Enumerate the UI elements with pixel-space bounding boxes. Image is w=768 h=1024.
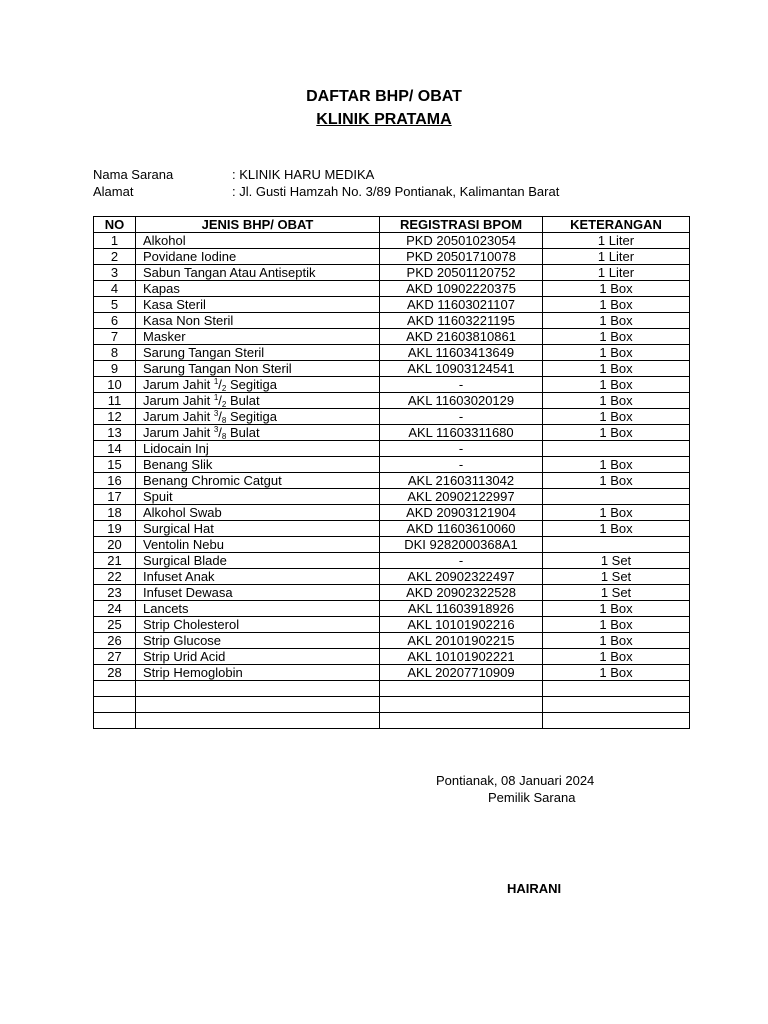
cell-no: 7 [94, 329, 136, 345]
cell-jenis: Kasa Steril [136, 297, 380, 313]
cell-no: 17 [94, 489, 136, 505]
cell-registrasi: PKD 20501023054 [380, 233, 543, 249]
fraction-denominator: 2 [221, 400, 227, 409]
cell-no: 27 [94, 649, 136, 665]
table-row [94, 409, 690, 425]
table-row [94, 441, 690, 457]
cell-registrasi: AKD 20902322528 [380, 585, 543, 601]
table-row [94, 617, 690, 633]
cell-no: 3 [94, 265, 136, 281]
fraction-slash: / [218, 393, 222, 408]
cell-no: 23 [94, 585, 136, 601]
header-keterangan: KETERANGAN [543, 217, 690, 233]
fraction-numerator: 1 [213, 377, 219, 386]
cell-registrasi: PKD 20501710078 [380, 249, 543, 265]
table-row [94, 585, 690, 601]
cell-jenis: Strip Glucose [136, 633, 380, 649]
cell-no: 12 [94, 409, 136, 425]
cell-no: 20 [94, 537, 136, 553]
table-row [94, 393, 690, 409]
cell-keterangan: 1 Box [543, 297, 690, 313]
cell-no: 25 [94, 617, 136, 633]
table-row [94, 249, 690, 265]
cell-keterangan [543, 489, 690, 505]
cell-keterangan: 1 Liter [543, 249, 690, 265]
cell-no: 1 [94, 233, 136, 249]
fraction-numerator: 3 [213, 425, 219, 434]
cell-registrasi: - [380, 409, 543, 425]
cell-jenis: Sarung Tangan Non Steril [136, 361, 380, 377]
cell-keterangan [543, 697, 690, 713]
cell-registrasi [380, 713, 543, 729]
cell-no: 21 [94, 553, 136, 569]
cell-registrasi: AKL 21603113042 [380, 473, 543, 489]
cell-registrasi: AKL 11603311680 [380, 425, 543, 441]
table-row [94, 633, 690, 649]
cell-jenis: Ventolin Nebu [136, 537, 380, 553]
item-name-suffix: Bulat [226, 425, 260, 440]
table-row [94, 425, 690, 441]
cell-jenis [136, 409, 380, 425]
cell-keterangan: 1 Box [543, 409, 690, 425]
cell-no: 24 [94, 601, 136, 617]
table-header-row [94, 217, 690, 233]
cell-jenis: Alkohol [136, 233, 380, 249]
cell-registrasi: AKL 11603413649 [380, 345, 543, 361]
table-row [94, 297, 690, 313]
cell-jenis: Infuset Anak [136, 569, 380, 585]
cell-no: 5 [94, 297, 136, 313]
cell-keterangan [543, 441, 690, 457]
cell-jenis: Sarung Tangan Steril [136, 345, 380, 361]
cell-keterangan: 1 Box [543, 457, 690, 473]
table-row [94, 281, 690, 297]
cell-keterangan: 1 Box [543, 377, 690, 393]
cell-registrasi: - [380, 441, 543, 457]
cell-registrasi: PKD 20501120752 [380, 265, 543, 281]
cell-registrasi: AKD 11603610060 [380, 521, 543, 537]
fraction-denominator: 2 [221, 384, 227, 393]
signature-place-date: Pontianak, 08 Januari 2024 [436, 773, 595, 788]
table-row [94, 505, 690, 521]
cell-keterangan: 1 Box [543, 665, 690, 681]
cell-no: 6 [94, 313, 136, 329]
cell-jenis [136, 681, 380, 697]
cell-no: 10 [94, 377, 136, 393]
info-label: Nama Sarana [93, 167, 174, 182]
cell-keterangan: 1 Set [543, 553, 690, 569]
info-label: Alamat [93, 184, 134, 199]
cell-jenis: Alkohol Swab [136, 505, 380, 521]
item-name-prefix: Jarum Jahit [143, 409, 214, 424]
cell-keterangan: 1 Box [543, 345, 690, 361]
header-jenis: JENIS BHP/ OBAT [136, 217, 380, 233]
cell-jenis: Benang Slik [136, 457, 380, 473]
signature-name: HAIRANI [507, 881, 562, 896]
table-row [94, 377, 690, 393]
cell-registrasi: DKI 9282000368A1 [380, 537, 543, 553]
cell-keterangan: 1 Box [543, 505, 690, 521]
cell-registrasi: - [380, 553, 543, 569]
table-row [94, 537, 690, 553]
cell-keterangan: 1 Box [543, 313, 690, 329]
cell-no: 2 [94, 249, 136, 265]
cell-jenis: Surgical Hat [136, 521, 380, 537]
cell-registrasi: AKL 20902322497 [380, 569, 543, 585]
cell-registrasi: AKL 10101902221 [380, 649, 543, 665]
table-row [94, 361, 690, 377]
cell-registrasi: - [380, 377, 543, 393]
table-row [94, 489, 690, 505]
cell-keterangan: 1 Box [543, 473, 690, 489]
cell-no: 11 [94, 393, 136, 409]
cell-registrasi: AKL 20207710909 [380, 665, 543, 681]
cell-jenis: Lancets [136, 601, 380, 617]
cell-registrasi: - [380, 457, 543, 473]
cell-keterangan [543, 713, 690, 729]
table-row [94, 649, 690, 665]
header-no: NO [94, 217, 136, 233]
cell-keterangan: 1 Liter [543, 233, 690, 249]
cell-keterangan: 1 Box [543, 393, 690, 409]
info-value: : Jl. Gusti Hamzah No. 3/89 Pontianak, Kalimantan Barat [232, 184, 560, 199]
info-row-alamat [93, 184, 559, 199]
cell-keterangan [543, 537, 690, 553]
cell-jenis: Kasa Non Steril [136, 313, 380, 329]
fraction-slash: / [218, 377, 222, 392]
fraction-slash: / [218, 425, 222, 440]
table-row [94, 313, 690, 329]
cell-keterangan: 1 Box [543, 649, 690, 665]
cell-keterangan: 1 Box [543, 329, 690, 345]
cell-registrasi: AKL 20101902215 [380, 633, 543, 649]
cell-jenis: Strip Cholesterol [136, 617, 380, 633]
fraction-denominator: 8 [221, 416, 227, 425]
cell-no [94, 713, 136, 729]
fraction-denominator: 8 [221, 432, 227, 441]
cell-no: 22 [94, 569, 136, 585]
cell-no: 28 [94, 665, 136, 681]
cell-jenis: Lidocain Inj [136, 441, 380, 457]
table-row [94, 601, 690, 617]
cell-registrasi: AKL 11603918926 [380, 601, 543, 617]
cell-jenis: Masker [136, 329, 380, 345]
cell-jenis: Strip Hemoglobin [136, 665, 380, 681]
cell-jenis [136, 425, 380, 441]
cell-no: 13 [94, 425, 136, 441]
cell-jenis: Infuset Dewasa [136, 585, 380, 601]
bhp-obat-table [93, 216, 690, 729]
cell-no [94, 697, 136, 713]
cell-registrasi: AKL 11603020129 [380, 393, 543, 409]
cell-jenis: Benang Chromic Catgut [136, 473, 380, 489]
cell-jenis: Kapas [136, 281, 380, 297]
cell-jenis: Spuit [136, 489, 380, 505]
item-name-suffix: Segitiga [226, 409, 277, 424]
cell-no: 4 [94, 281, 136, 297]
cell-jenis [136, 393, 380, 409]
info-row-nama-sarana [93, 167, 374, 182]
cell-jenis: Povidane Iodine [136, 249, 380, 265]
item-name-prefix: Jarum Jahit [143, 425, 214, 440]
cell-jenis [136, 697, 380, 713]
cell-keterangan: 1 Box [543, 601, 690, 617]
cell-no: 14 [94, 441, 136, 457]
table-row [94, 265, 690, 281]
table-row [94, 681, 690, 697]
cell-no: 9 [94, 361, 136, 377]
cell-no: 18 [94, 505, 136, 521]
cell-keterangan: 1 Liter [543, 265, 690, 281]
cell-no [94, 681, 136, 697]
cell-no: 19 [94, 521, 136, 537]
document-title: DAFTAR BHP/ OBAT [306, 88, 462, 105]
item-name-prefix: Jarum Jahit [143, 377, 214, 392]
fraction-slash: / [218, 409, 222, 424]
cell-registrasi: AKL 10101902216 [380, 617, 543, 633]
item-name-suffix: Segitiga [226, 377, 277, 392]
cell-keterangan: 1 Box [543, 361, 690, 377]
cell-keterangan: 1 Box [543, 633, 690, 649]
cell-jenis: Sabun Tangan Atau Antiseptik [136, 265, 380, 281]
table-row [94, 697, 690, 713]
table-row [94, 521, 690, 537]
table-row [94, 473, 690, 489]
document-subtitle: KLINIK PRATAMA [316, 111, 452, 128]
cell-jenis [136, 713, 380, 729]
fraction-numerator: 3 [213, 409, 219, 418]
cell-no: 26 [94, 633, 136, 649]
cell-keterangan: 1 Box [543, 425, 690, 441]
signature-role: Pemilik Sarana [488, 790, 576, 805]
item-name-prefix: Jarum Jahit [143, 393, 214, 408]
cell-jenis: Strip Urid Acid [136, 649, 380, 665]
cell-keterangan: 1 Set [543, 585, 690, 601]
item-name-suffix: Bulat [226, 393, 260, 408]
cell-jenis [136, 377, 380, 393]
cell-registrasi: AKD 10902220375 [380, 281, 543, 297]
cell-registrasi [380, 681, 543, 697]
cell-registrasi: AKD 20903121904 [380, 505, 543, 521]
cell-registrasi [380, 697, 543, 713]
table-row [94, 329, 690, 345]
table-row [94, 665, 690, 681]
fraction-numerator: 1 [213, 393, 219, 402]
cell-no: 15 [94, 457, 136, 473]
cell-keterangan: 1 Box [543, 281, 690, 297]
info-value: : KLINIK HARU MEDIKA [232, 167, 375, 182]
table-row [94, 713, 690, 729]
cell-registrasi: AKD 21603810861 [380, 329, 543, 345]
table-row [94, 569, 690, 585]
table-row [94, 233, 690, 249]
header-registrasi: REGISTRASI BPOM [380, 217, 543, 233]
cell-no: 8 [94, 345, 136, 361]
cell-keterangan: 1 Box [543, 521, 690, 537]
cell-registrasi: AKD 11603221195 [380, 313, 543, 329]
table-row [94, 553, 690, 569]
cell-keterangan [543, 681, 690, 697]
cell-keterangan: 1 Box [543, 617, 690, 633]
table-row [94, 457, 690, 473]
table-row [94, 345, 690, 361]
cell-jenis: Surgical Blade [136, 553, 380, 569]
cell-registrasi: AKL 20902122997 [380, 489, 543, 505]
cell-registrasi: AKL 10903124541 [380, 361, 543, 377]
cell-registrasi: AKD 11603021107 [380, 297, 543, 313]
cell-no: 16 [94, 473, 136, 489]
cell-keterangan: 1 Set [543, 569, 690, 585]
